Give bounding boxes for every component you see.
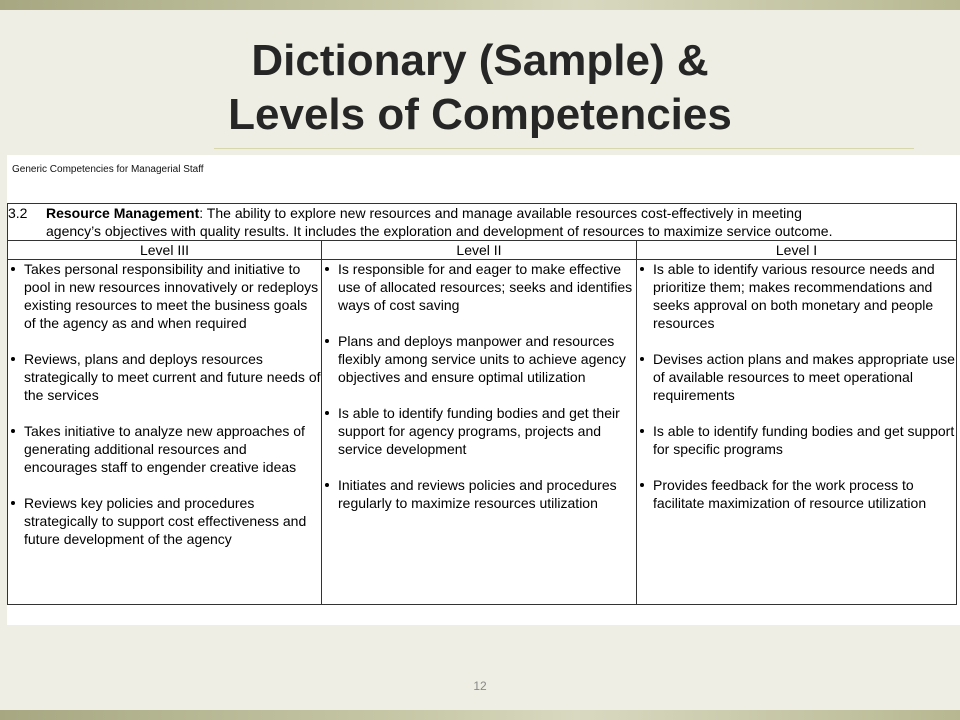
page-number: 12 (473, 679, 487, 693)
list-item: Reviews key policies and procedures strategically to support cost effectiveness and future development of the agency (8, 494, 321, 548)
level-2-cell (322, 260, 637, 605)
title-line-2: Levels of Competencies (228, 90, 732, 139)
list-item: Plans and deploys manpower and resources flexibly among service units to achieve agency objectives and ensure optimal utilization (322, 332, 636, 386)
bottom-decorative-band (0, 710, 960, 720)
level-header-row (8, 241, 957, 260)
column-header-level-2: Level II (322, 241, 637, 260)
title-line-1: Dictionary (Sample) & (251, 36, 709, 85)
list-item: Is able to identify funding bodies and get support for specific programs (637, 422, 956, 458)
level-1-cell (637, 260, 957, 605)
title-underline (214, 148, 914, 149)
list-item: Is able to identify various resource needs and prioritize them; makes recommendations and seeks approval on both monetary and people resources (637, 260, 956, 332)
list-item: Is responsible for and eager to make effective use of allocated resources; seeks and identifies ways of cost saving (322, 260, 636, 314)
list-item: Provides feedback for the work process to facilitate maximization of resource utilization (637, 476, 956, 512)
list-item: Takes initiative to analyze new approaches of generating additional resources and encourages staff to engender creative ideas (8, 422, 321, 476)
competency-table (7, 203, 957, 605)
column-header-level-3: Level III (8, 241, 322, 260)
level-2-list (322, 260, 636, 512)
slide-title (0, 34, 960, 142)
document-header: Generic Competencies for Managerial Staff (12, 164, 204, 175)
list-item: Initiates and reviews policies and procedures regularly to maximize resources utilization (322, 476, 636, 512)
list-item: Reviews, plans and deploys resources strategically to meet current and future needs of the services (8, 350, 321, 404)
list-item: Takes personal responsibility and initiative to pool in new resources innovatively or redeploys existing resources to meet the business goals of the agency as and when required (8, 260, 321, 332)
definition-cell (8, 204, 957, 241)
top-decorative-band (0, 0, 960, 10)
level-3-cell (8, 260, 322, 605)
level-content-row (8, 260, 957, 605)
definition-text-2: agency’s objectives with quality results. It includes the exploration and development of resources to maximize service outcome. (46, 223, 833, 239)
list-item: Is able to identify funding bodies and get their support for agency programs, projects and service development (322, 404, 636, 458)
column-header-level-1: Level I (637, 241, 957, 260)
list-item: Devises action plans and makes appropriate use of available resources to meet operational requirements (637, 350, 956, 404)
competency-term: Resource Management (46, 205, 200, 221)
document-excerpt (7, 155, 960, 625)
definition-row (8, 204, 957, 241)
level-1-list (637, 260, 956, 512)
level-3-list (8, 260, 321, 548)
definition-text-1: : The ability to explore new resources and manage available resources cost-effectively in meeting (199, 205, 802, 221)
competency-number: 3.2 (8, 205, 28, 221)
